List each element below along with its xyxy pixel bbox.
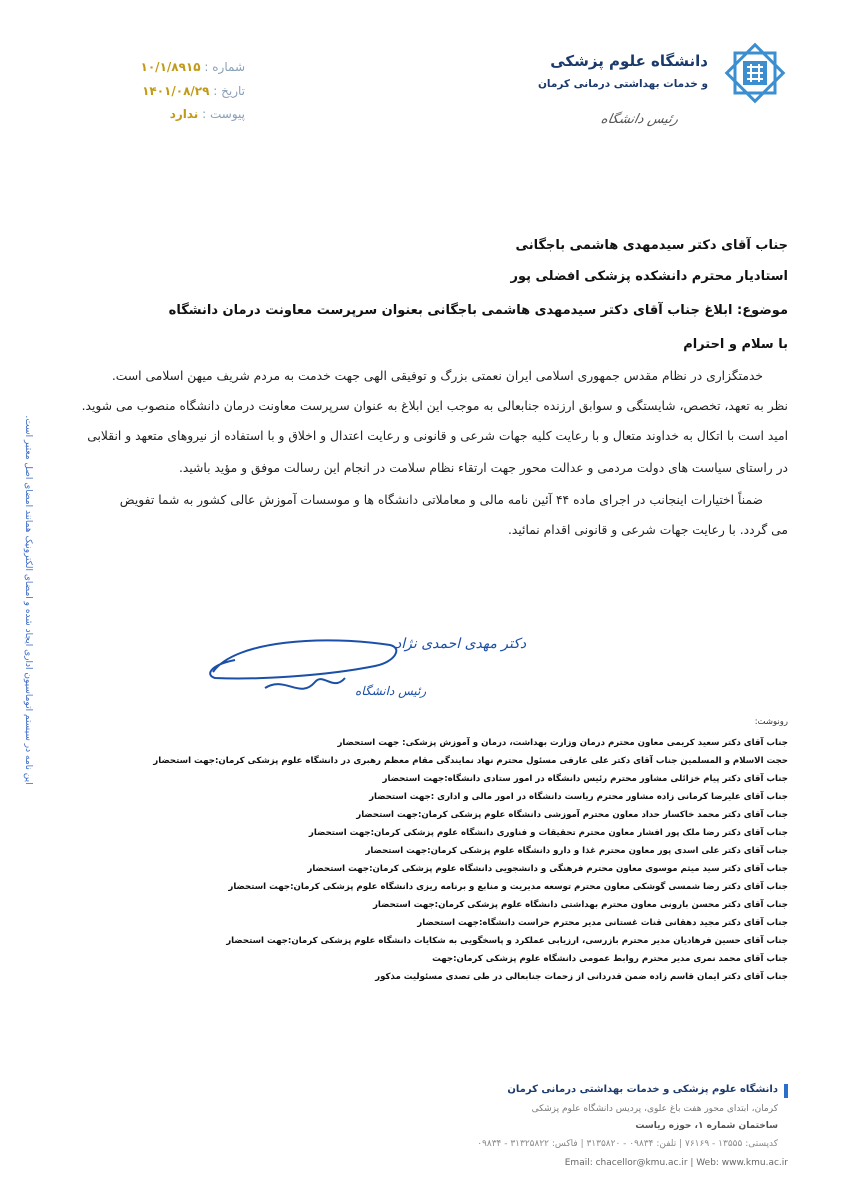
recipient-name: جناب آقای دکتر سیدمهدی هاشمی باجگانی — [515, 238, 788, 253]
footer-university-name: دانشگاه علوم پزشکی و خدمات بهداشتی درمانی کرمان — [507, 1084, 778, 1095]
paragraph-1-line-4: در راستای سیاست های دولت مردمی و عدالت محور جهت ارتقاء نظام سلامت در انجام این رسالت موفق و مؤید باشید. — [178, 461, 788, 475]
cc-line: جناب آقای حسین فرهادیان مدیر محترم بازرسی، ارزیابی عملکرد و پاسخگویی به شکایات دانشگاه علوم پزشکی کرمان:جهت استحضار — [226, 936, 788, 946]
paragraph-1-line-2: نظر به تعهد، تخصص، شایستگی و سوابق ارزنده جنابعالی به موجب این ابلاغ به عنوان سرپرست معاونت درمان دانشگاه منصوب می شوید. — [81, 399, 788, 413]
letter-number — [130, 60, 245, 74]
footer-email-web: Email: chacellor@kmu.ac.ir | Web: www.kmu.ac.ir — [564, 1158, 788, 1168]
number-label: شماره : — [204, 60, 245, 74]
cc-title: رونوشت: — [754, 717, 788, 727]
date-value: ۱۴۰۱/۰۸/۲۹ — [142, 84, 210, 98]
letter-subject: موضوع: ابلاغ جناب آقای دکتر سیدمهدی هاشمی باجگانی بعنوان سرپرست معاونت درمان دانشگاه — [168, 303, 788, 318]
electronic-signature-note — [20, 390, 36, 810]
cc-line: جناب آقای دکتر علی اسدی پور معاون محترم غذا و دارو دانشگاه علوم پزشکی کرمان:جهت استحضار — [365, 846, 788, 856]
paragraph-2-line-2: می گردد. با رعایت جهات شرعی و قانونی اقدام نمائید. — [507, 523, 788, 537]
paragraph-2-line-1: ضمناً اختیارات اینجانب در اجرای ماده ۴۴ آئین نامه مالی و معاملاتی دانشگاه ها و موسسات آموزش عالی کشور به شما تفویض — [119, 493, 763, 507]
recipient-title: استادیار محترم دانشکده پزشکی افضلی پور — [510, 269, 788, 284]
cc-line: جناب آقای دکتر سید میثم موسوی معاون محترم فرهنگی و دانشجویی دانشگاه علوم پزشکی کرمان:جهت استحضار — [307, 864, 788, 874]
cc-line: جناب آقای دکتر ایمان قاسم زاده ضمن قدردانی از زحمات جنابعالی در طی تصدی مسئولیت مذکور — [375, 972, 788, 982]
header-signature-title: رئیس دانشگاه — [599, 112, 680, 127]
university-name: دانشگاه علوم پزشکی — [550, 52, 708, 70]
signature-title: رئیس دانشگاه — [355, 684, 427, 698]
cc-line: جناب آقای دکتر پیام خزائلی مشاور محترم رئیس دانشگاه در امور ستادی دانشگاه:جهت استحضار — [382, 774, 788, 784]
signature-name: دکتر مهدی احمدی نژاد — [395, 636, 527, 652]
signature-image — [205, 620, 527, 710]
footer-accent-bar — [784, 1084, 788, 1098]
cc-line: جناب آقای محمد نمری مدیر محترم روابط عمومی دانشگاه علوم پزشکی کرمان:جهت — [432, 954, 788, 964]
cc-line: جناب آقای دکتر رضا شمسی گوشکی معاون محترم توسعه مدیریت و منابع و برنامه ریزی دانشگاه علوم پزشکی کرمان:جهت استحضار — [228, 882, 788, 892]
date-label: تاریخ : — [213, 84, 245, 98]
greeting: با سلام و احترام — [683, 337, 788, 352]
footer-contact-numbers: کدپستی: ۱۳۵۵۵ - ۷۶۱۶۹ | تلفن: ۰۹۸۳۴ - ۳۱۳۵۸۲۰ | فاکس: ۳۱۳۲۵۸۲۲ - ۰۹۸۳۴ — [477, 1139, 778, 1149]
cc-line: حجت الاسلام و المسلمین جناب آقای دکتر علی عارفی مسئول محترم نهاد نمایندگی مقام معظم رهبری در دانشگاه علوم پزشکی کرمان:جهت استحضار — [153, 756, 788, 766]
cc-line: جناب آقای علیرضا کرمانی زاده مشاور محترم ریاست دانشگاه در امور مالی و اداری :جهت استحضار — [369, 792, 788, 802]
number-value: ۱۰/۱/۸۹۱۵ — [140, 60, 201, 74]
letter-date — [130, 84, 245, 98]
cc-line: جناب آقای دکتر رضا ملک پور افشار معاون محترم تحقیقات و فناوری دانشگاه علوم پزشکی کرمان:جهت استحضار — [308, 828, 788, 838]
footer-address-line-2: ساختمان شماره ۱، حوزه ریاست — [635, 1121, 778, 1131]
university-subtitle: و خدمات بهداشتی درمانی کرمان — [537, 78, 708, 90]
footer-address-line-1: کرمان، ابتدای محور هفت باغ علوی، پردیس دانشگاه علوم پزشکی — [531, 1104, 778, 1114]
paragraph-1-line-1: خدمتگزاری در نظام مقدس جمهوری اسلامی ایران نعمتی بزرگ و توفیقی الهی جهت خدمت به مردم شریف میهن اسلامی است. — [111, 369, 763, 383]
university-logo-icon — [722, 40, 788, 106]
side-note-text: این نامه در سیستم اتوماسیون اداری ایجاد شده و امضای الکترونیک همانند امضای اصل معتبر است. — [23, 415, 33, 785]
cc-line: جناب آقای دکتر مجید دهقانی قنات غستانی مدیر محترم حراست دانشگاه:جهت استحضار — [417, 918, 788, 928]
attachment-value: ندارد — [169, 107, 199, 121]
cc-line: جناب آقای دکتر محمد خاکسار حداد معاون محترم آموزشی دانشگاه علوم پزشکی کرمان:جهت استحضار — [356, 810, 788, 820]
cc-line: جناب آقای دکتر سعید کریمی معاون محترم درمان وزارت بهداشت، درمان و آموزش پزشکی: جهت استحضار — [337, 738, 788, 748]
attachment-label: پیوست : — [202, 107, 245, 121]
cc-line: جناب آقای دکتر محسن بارونی معاون محترم بهداشتی دانشگاه علوم پزشکی کرمان:جهت استحضار — [372, 900, 788, 910]
paragraph-1-line-3: امید است با اتکال به خداوند متعال و با رعایت کلیه جهات شرعی و قانونی و رعایت اعتدال و اخلاق و با استفاده از نیروهای متعهد و انقلابی — [87, 429, 788, 443]
letter-attachment — [130, 107, 245, 121]
